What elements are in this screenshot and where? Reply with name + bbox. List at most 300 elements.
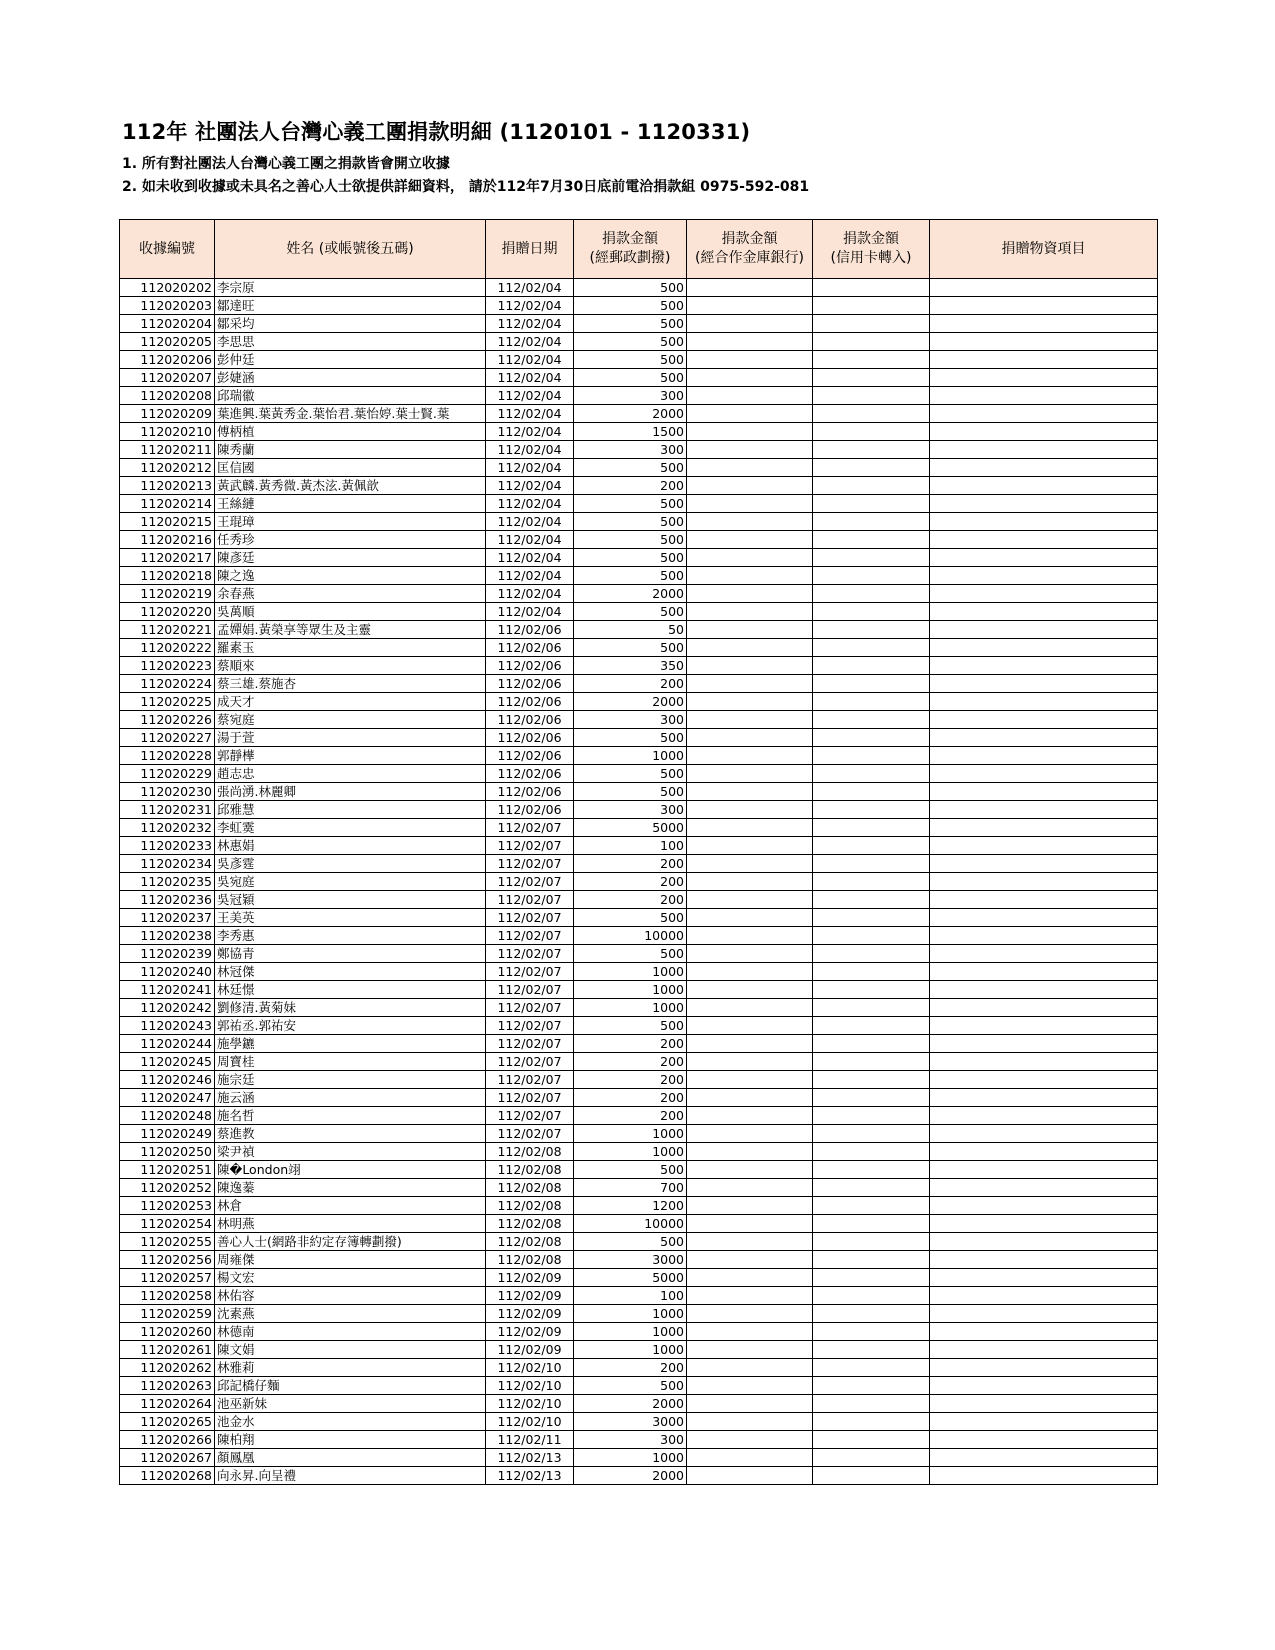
goods-cell (930, 1071, 1158, 1089)
receipt-no-cell: 112020214 (120, 495, 215, 513)
page-title: 112年 社團法人台灣心義工團捐款明細 (1120101 - 1120331) (122, 120, 751, 144)
goods-cell (930, 351, 1158, 369)
receipt-no-cell: 112020235 (120, 873, 215, 891)
donation-date-cell: 112/02/04 (486, 477, 574, 495)
donor-name-cell: 王美英 (215, 909, 486, 927)
bank-amount-cell (687, 1125, 813, 1143)
card-amount-cell (813, 1161, 930, 1179)
bank-amount-cell (687, 1431, 813, 1449)
donation-date-cell: 112/02/10 (486, 1413, 574, 1431)
donor-name-cell: 彭婕涵 (215, 369, 486, 387)
postal-amount-cell: 500 (574, 351, 687, 369)
card-amount-cell (813, 1125, 930, 1143)
table-row (120, 1053, 1158, 1071)
table-row (120, 1413, 1158, 1431)
table-row (120, 1359, 1158, 1377)
goods-cell (930, 963, 1158, 981)
donation-date-cell: 112/02/09 (486, 1323, 574, 1341)
donor-name-cell: 李虹霙 (215, 819, 486, 837)
donor-name-cell: 黃武麟.黃秀微.黃杰泫.黃佩歆 (215, 477, 486, 495)
receipt-no-cell: 112020219 (120, 585, 215, 603)
donor-name-cell: 蔡順來 (215, 657, 486, 675)
donation-date-cell: 112/02/04 (486, 333, 574, 351)
receipt-no-cell: 112020216 (120, 531, 215, 549)
donation-date-cell: 112/02/13 (486, 1467, 574, 1485)
goods-cell (930, 1233, 1158, 1251)
goods-cell (930, 945, 1158, 963)
table-body (120, 279, 1158, 1485)
receipt-no-cell: 112020215 (120, 513, 215, 531)
bank-amount-cell (687, 369, 813, 387)
donor-name-cell: 施名哲 (215, 1107, 486, 1125)
goods-cell (930, 1035, 1158, 1053)
donor-name-cell: 林佑容 (215, 1287, 486, 1305)
table-row (120, 1431, 1158, 1449)
donation-date-cell: 112/02/06 (486, 621, 574, 639)
table-row (120, 873, 1158, 891)
bank-amount-cell (687, 567, 813, 585)
goods-cell (930, 1323, 1158, 1341)
donor-name-cell: 施學鑣 (215, 1035, 486, 1053)
donation-date-cell: 112/02/04 (486, 513, 574, 531)
table-row (120, 783, 1158, 801)
donor-name-cell: 池金水 (215, 1413, 486, 1431)
card-amount-cell (813, 837, 930, 855)
donation-date-cell: 112/02/08 (486, 1215, 574, 1233)
postal-amount-cell: 200 (574, 1107, 687, 1125)
donation-date-cell: 112/02/08 (486, 1233, 574, 1251)
goods-cell (930, 585, 1158, 603)
col-header-postal-line1: 捐款金額 (602, 231, 658, 247)
card-amount-cell (813, 549, 930, 567)
donation-date-cell: 112/02/07 (486, 999, 574, 1017)
receipt-no-cell: 112020203 (120, 297, 215, 315)
receipt-no-cell: 112020223 (120, 657, 215, 675)
goods-cell (930, 459, 1158, 477)
receipt-no-cell: 112020202 (120, 279, 215, 297)
goods-cell (930, 369, 1158, 387)
table-row (120, 639, 1158, 657)
donation-date-cell: 112/02/10 (486, 1377, 574, 1395)
col-header-date: 捐贈日期 (486, 220, 574, 279)
postal-amount-cell: 500 (574, 1233, 687, 1251)
receipt-no-cell: 112020259 (120, 1305, 215, 1323)
goods-cell (930, 801, 1158, 819)
donation-date-cell: 112/02/08 (486, 1197, 574, 1215)
donation-date-cell: 112/02/07 (486, 1035, 574, 1053)
donor-name-cell: 林明燕 (215, 1215, 486, 1233)
goods-cell (930, 693, 1158, 711)
col-header-bank-line2: (經合作金庫銀行) (695, 250, 804, 266)
table-row (120, 297, 1158, 315)
table-row (120, 891, 1158, 909)
table-row (120, 801, 1158, 819)
bank-amount-cell (687, 873, 813, 891)
donation-date-cell: 112/02/07 (486, 963, 574, 981)
donor-name-cell: 楊文宏 (215, 1269, 486, 1287)
donation-date-cell: 112/02/04 (486, 279, 574, 297)
goods-cell (930, 279, 1158, 297)
bank-amount-cell (687, 657, 813, 675)
card-amount-cell (813, 999, 930, 1017)
bank-amount-cell (687, 549, 813, 567)
receipt-no-cell: 112020236 (120, 891, 215, 909)
receipt-no-cell: 112020227 (120, 729, 215, 747)
table-row (120, 1467, 1158, 1485)
bank-amount-cell (687, 621, 813, 639)
postal-amount-cell: 500 (574, 729, 687, 747)
receipt-no-cell: 112020220 (120, 603, 215, 621)
bank-amount-cell (687, 423, 813, 441)
donation-date-cell: 112/02/08 (486, 1161, 574, 1179)
table-row (120, 819, 1158, 837)
donation-date-cell: 112/02/04 (486, 423, 574, 441)
donation-date-cell: 112/02/09 (486, 1287, 574, 1305)
bank-amount-cell (687, 333, 813, 351)
bank-amount-cell (687, 1107, 813, 1125)
bank-amount-cell (687, 477, 813, 495)
card-amount-cell (813, 1233, 930, 1251)
receipt-no-cell: 112020211 (120, 441, 215, 459)
table-row (120, 981, 1158, 999)
donation-date-cell: 112/02/04 (486, 531, 574, 549)
table-row (120, 405, 1158, 423)
donation-date-cell: 112/02/07 (486, 927, 574, 945)
table-row (120, 1071, 1158, 1089)
bank-amount-cell (687, 1089, 813, 1107)
goods-cell (930, 621, 1158, 639)
donor-name-cell: 陳柏翔 (215, 1431, 486, 1449)
donor-name-cell: 邱瑞徽 (215, 387, 486, 405)
donation-date-cell: 112/02/07 (486, 819, 574, 837)
postal-amount-cell: 350 (574, 657, 687, 675)
table-row (120, 621, 1158, 639)
receipt-no-cell: 112020247 (120, 1089, 215, 1107)
postal-amount-cell: 200 (574, 1071, 687, 1089)
donation-date-cell: 112/02/07 (486, 1071, 574, 1089)
col-header-bank-line1: 捐款金額 (721, 231, 778, 247)
goods-cell (930, 477, 1158, 495)
donor-name-cell: 周寶桂 (215, 1053, 486, 1071)
donor-name-cell: 吳彥霆 (215, 855, 486, 873)
receipt-no-cell: 112020263 (120, 1377, 215, 1395)
postal-amount-cell: 200 (574, 1089, 687, 1107)
card-amount-cell (813, 1107, 930, 1125)
donation-date-cell: 112/02/04 (486, 387, 574, 405)
card-amount-cell (813, 1035, 930, 1053)
goods-cell (930, 1017, 1158, 1035)
card-amount-cell (813, 783, 930, 801)
table-row (120, 1017, 1158, 1035)
donor-name-cell: 吳宛庭 (215, 873, 486, 891)
table-row (120, 549, 1158, 567)
bank-amount-cell (687, 909, 813, 927)
postal-amount-cell: 1000 (574, 963, 687, 981)
goods-cell (930, 1431, 1158, 1449)
bank-amount-cell (687, 999, 813, 1017)
bank-amount-cell (687, 1071, 813, 1089)
card-amount-cell (813, 1305, 930, 1323)
receipt-no-cell: 112020239 (120, 945, 215, 963)
bank-amount-cell (687, 279, 813, 297)
donation-date-cell: 112/02/07 (486, 909, 574, 927)
card-amount-cell (813, 1179, 930, 1197)
table-row (120, 315, 1158, 333)
goods-cell (930, 1053, 1158, 1071)
postal-amount-cell: 500 (574, 531, 687, 549)
table-row (120, 1215, 1158, 1233)
table-row (120, 1197, 1158, 1215)
donation-date-cell: 112/02/07 (486, 873, 574, 891)
donation-date-cell: 112/02/04 (486, 351, 574, 369)
bank-amount-cell (687, 351, 813, 369)
postal-amount-cell: 500 (574, 459, 687, 477)
receipt-no-cell: 112020246 (120, 1071, 215, 1089)
table-row (120, 603, 1158, 621)
donor-name-cell: 蔡三雄.蔡施杏 (215, 675, 486, 693)
table-row (120, 1287, 1158, 1305)
card-amount-cell (813, 1053, 930, 1071)
card-amount-cell (813, 315, 930, 333)
donor-name-cell: 林雅莉 (215, 1359, 486, 1377)
table-row (120, 1233, 1158, 1251)
donor-name-cell: 劉修清.黃菊妹 (215, 999, 486, 1017)
goods-cell (930, 639, 1158, 657)
card-amount-cell (813, 909, 930, 927)
postal-amount-cell: 1500 (574, 423, 687, 441)
table-row (120, 387, 1158, 405)
donor-name-cell: 施云涵 (215, 1089, 486, 1107)
postal-amount-cell: 500 (574, 603, 687, 621)
card-amount-cell (813, 495, 930, 513)
card-amount-cell (813, 369, 930, 387)
receipt-no-cell: 112020254 (120, 1215, 215, 1233)
table-row (120, 1143, 1158, 1161)
goods-cell (930, 1161, 1158, 1179)
bank-amount-cell (687, 837, 813, 855)
postal-amount-cell: 500 (574, 495, 687, 513)
receipt-no-cell: 112020266 (120, 1431, 215, 1449)
card-amount-cell (813, 441, 930, 459)
card-amount-cell (813, 423, 930, 441)
donation-date-cell: 112/02/09 (486, 1305, 574, 1323)
receipt-no-cell: 112020265 (120, 1413, 215, 1431)
bank-amount-cell (687, 891, 813, 909)
donor-name-cell: 池巫新妹 (215, 1395, 486, 1413)
donor-name-cell: 陳之逸 (215, 567, 486, 585)
postal-amount-cell: 500 (574, 639, 687, 657)
table-row (120, 333, 1158, 351)
donation-date-cell: 112/02/07 (486, 981, 574, 999)
donation-date-cell: 112/02/07 (486, 837, 574, 855)
donation-date-cell: 112/02/07 (486, 1017, 574, 1035)
receipt-no-cell: 112020244 (120, 1035, 215, 1053)
goods-cell (930, 747, 1158, 765)
donor-name-cell: 任秀珍 (215, 531, 486, 549)
donor-name-cell: 陳彥廷 (215, 549, 486, 567)
goods-cell (930, 855, 1158, 873)
postal-amount-cell: 5000 (574, 1269, 687, 1287)
postal-amount-cell: 500 (574, 765, 687, 783)
postal-amount-cell: 700 (574, 1179, 687, 1197)
receipt-no-cell: 112020262 (120, 1359, 215, 1377)
bank-amount-cell (687, 963, 813, 981)
goods-cell (930, 873, 1158, 891)
donor-name-cell: 陳逸蓁 (215, 1179, 486, 1197)
receipt-no-cell: 112020252 (120, 1179, 215, 1197)
goods-cell (930, 513, 1158, 531)
card-amount-cell (813, 1341, 930, 1359)
table-row (120, 1251, 1158, 1269)
bank-amount-cell (687, 1053, 813, 1071)
donor-name-cell: 邱記橋仔麵 (215, 1377, 486, 1395)
bank-amount-cell (687, 1161, 813, 1179)
donor-name-cell: 孟嬋娟.黃榮享等眾生及主靈 (215, 621, 486, 639)
donation-date-cell: 112/02/11 (486, 1431, 574, 1449)
card-amount-cell (813, 981, 930, 999)
goods-cell (930, 1395, 1158, 1413)
postal-amount-cell: 10000 (574, 927, 687, 945)
donation-date-cell: 112/02/04 (486, 315, 574, 333)
goods-cell (930, 1125, 1158, 1143)
goods-cell (930, 405, 1158, 423)
postal-amount-cell: 500 (574, 1377, 687, 1395)
card-amount-cell (813, 351, 930, 369)
bank-amount-cell (687, 297, 813, 315)
receipt-no-cell: 112020261 (120, 1341, 215, 1359)
goods-cell (930, 603, 1158, 621)
bank-amount-cell (687, 513, 813, 531)
goods-cell (930, 675, 1158, 693)
donor-name-cell: 林倉 (215, 1197, 486, 1215)
card-amount-cell (813, 567, 930, 585)
donation-date-cell: 112/02/06 (486, 765, 574, 783)
goods-cell (930, 315, 1158, 333)
col-header-card-line1: 捐款金額 (843, 231, 899, 247)
table-row (120, 909, 1158, 927)
card-amount-cell (813, 1377, 930, 1395)
goods-cell (930, 1467, 1158, 1485)
bank-amount-cell (687, 711, 813, 729)
card-amount-cell (813, 1251, 930, 1269)
table-row (120, 963, 1158, 981)
postal-amount-cell: 2000 (574, 585, 687, 603)
donation-date-cell: 112/02/10 (486, 1359, 574, 1377)
postal-amount-cell: 1000 (574, 999, 687, 1017)
card-amount-cell (813, 945, 930, 963)
donor-name-cell: 傅柄植 (215, 423, 486, 441)
bank-amount-cell (687, 855, 813, 873)
donation-date-cell: 112/02/06 (486, 729, 574, 747)
receipt-no-cell: 112020245 (120, 1053, 215, 1071)
receipt-no-cell: 112020226 (120, 711, 215, 729)
card-amount-cell (813, 675, 930, 693)
goods-cell (930, 387, 1158, 405)
postal-amount-cell: 3000 (574, 1251, 687, 1269)
table-row (120, 1179, 1158, 1197)
receipt-no-cell: 112020233 (120, 837, 215, 855)
card-amount-cell (813, 1269, 930, 1287)
postal-amount-cell: 200 (574, 477, 687, 495)
table-row (120, 1035, 1158, 1053)
postal-amount-cell: 100 (574, 837, 687, 855)
receipt-no-cell: 112020208 (120, 387, 215, 405)
donation-date-cell: 112/02/07 (486, 1053, 574, 1071)
donation-date-cell: 112/02/04 (486, 405, 574, 423)
postal-amount-cell: 200 (574, 873, 687, 891)
receipt-no-cell: 112020207 (120, 369, 215, 387)
table-header-row (120, 220, 1158, 279)
postal-amount-cell: 500 (574, 909, 687, 927)
card-amount-cell (813, 603, 930, 621)
bank-amount-cell (687, 1413, 813, 1431)
receipt-no-cell: 112020229 (120, 765, 215, 783)
postal-amount-cell: 500 (574, 567, 687, 585)
goods-cell (930, 549, 1158, 567)
donor-name-cell: 林惠娟 (215, 837, 486, 855)
receipt-no-cell: 112020250 (120, 1143, 215, 1161)
postal-amount-cell: 1000 (574, 1125, 687, 1143)
donor-name-cell: 邱雅慧 (215, 801, 486, 819)
receipt-no-cell: 112020251 (120, 1161, 215, 1179)
donor-name-cell: 郭靜樺 (215, 747, 486, 765)
donor-name-cell: 施宗廷 (215, 1071, 486, 1089)
bank-amount-cell (687, 315, 813, 333)
donor-name-cell: 蔡進教 (215, 1125, 486, 1143)
receipt-no-cell: 112020225 (120, 693, 215, 711)
postal-amount-cell: 300 (574, 1431, 687, 1449)
donation-date-cell: 112/02/04 (486, 549, 574, 567)
goods-cell (930, 423, 1158, 441)
bank-amount-cell (687, 747, 813, 765)
postal-amount-cell: 1000 (574, 981, 687, 999)
bank-amount-cell (687, 1359, 813, 1377)
donation-date-cell: 112/02/04 (486, 567, 574, 585)
donation-date-cell: 112/02/10 (486, 1395, 574, 1413)
bank-amount-cell (687, 1143, 813, 1161)
postal-amount-cell: 500 (574, 279, 687, 297)
postal-amount-cell: 200 (574, 1053, 687, 1071)
donor-name-cell: 蔡宛庭 (215, 711, 486, 729)
postal-amount-cell: 2000 (574, 405, 687, 423)
card-amount-cell (813, 1467, 930, 1485)
postal-amount-cell: 50 (574, 621, 687, 639)
donor-name-cell: 余春燕 (215, 585, 486, 603)
bank-amount-cell (687, 1395, 813, 1413)
donor-name-cell: 善心人士(網路非約定存簿轉劃撥) (215, 1233, 486, 1251)
table-row (120, 999, 1158, 1017)
postal-amount-cell: 300 (574, 387, 687, 405)
card-amount-cell (813, 1323, 930, 1341)
goods-cell (930, 495, 1158, 513)
donor-name-cell: 李宗原 (215, 279, 486, 297)
donation-date-cell: 112/02/09 (486, 1269, 574, 1287)
bank-amount-cell (687, 783, 813, 801)
card-amount-cell (813, 1359, 930, 1377)
donation-date-cell: 112/02/04 (486, 441, 574, 459)
donation-date-cell: 112/02/06 (486, 801, 574, 819)
goods-cell (930, 333, 1158, 351)
goods-cell (930, 765, 1158, 783)
postal-amount-cell: 1000 (574, 1449, 687, 1467)
col-header-postal-amount (574, 220, 687, 279)
goods-cell (930, 1089, 1158, 1107)
receipt-no-cell: 112020240 (120, 963, 215, 981)
receipt-no-cell: 112020230 (120, 783, 215, 801)
donation-date-cell: 112/02/04 (486, 495, 574, 513)
table-row (120, 1107, 1158, 1125)
receipt-no-cell: 112020248 (120, 1107, 215, 1125)
